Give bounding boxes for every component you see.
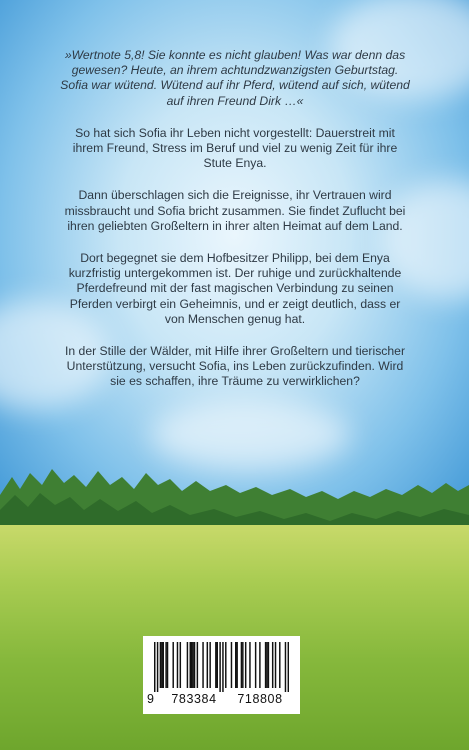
barcode-bar: [219, 642, 220, 692]
barcode-bars: [154, 642, 289, 692]
blurb-intro-quote: »Wertnote 5,8! Sie konnte es nicht glauben! Was war denn das gewesen? Heute, an ihrem achtundzwanzigsten Geburtstag. Sofia war wütend. Wütend auf ihr Pferd, wütend auf sich, wütend auf ihren Freund Dirk …«: [60, 48, 410, 108]
barcode-bar: [154, 642, 155, 692]
barcode-bar: [172, 642, 173, 688]
barcode-bar: [225, 642, 226, 688]
barcode-bar: [275, 642, 276, 688]
barcode-bar: [266, 642, 267, 688]
barcode-bar: [236, 642, 237, 688]
blurb-paragraph-4: In der Stille der Wälder, mit Hilfe ihrer Großeltern und tierischer Unterstützung, versucht Sofia, ins Leben zurückzufinden. Wird sie es schaffen, ihre Träume zu verwirklichen?: [64, 344, 406, 389]
barcode-bar: [207, 642, 208, 688]
barcode-bar: [194, 642, 195, 688]
barcode-bar: [259, 642, 260, 688]
barcode-bar: [209, 642, 210, 688]
barcode-bar: [167, 642, 168, 688]
barcode-bar: [279, 642, 280, 688]
back-cover-blurb: [60, 48, 410, 407]
isbn-barcode: [143, 636, 300, 714]
barcode-first-digit: 9: [147, 692, 154, 706]
barcode-bar: [272, 642, 273, 688]
barcode-bar: [242, 642, 243, 688]
barcode-bar: [285, 642, 286, 692]
blurb-paragraph-2: Dann überschlagen sich die Ereignisse, ihr Vertrauen wird missbraucht und Sofia bricht zusammen. Sie findet Zuflucht bei ihren geliebten Großeltern in ihrer alten Heimat auf dem Land.: [64, 188, 406, 233]
barcode-bar: [163, 642, 164, 688]
barcode-bar: [255, 642, 256, 688]
barcode-bar: [245, 642, 246, 688]
barcode-bar: [215, 642, 216, 688]
barcode-right-group: 718808: [237, 692, 283, 706]
barcode-bar: [160, 642, 161, 688]
blurb-paragraph-1: So hat sich Sofia ihr Leben nicht vorgestellt: Dauerstreit mit ihrem Freund, Stress im Beruf und viel zu wenig Zeit für ihre Stute Enya.: [72, 125, 398, 171]
barcode-bar: [241, 642, 242, 688]
barcode-bar: [249, 642, 250, 688]
barcode-bar: [192, 642, 193, 688]
barcode-bar: [190, 642, 191, 688]
barcode-bar: [157, 642, 158, 692]
barcode-bar: [165, 642, 166, 688]
barcode-digits: [147, 692, 297, 706]
blurb-paragraph-3: Dort begegnet sie dem Hofbesitzer Philipp, bei dem Enya kurzfristig untergekommen ist. Der ruhige und zurückhaltende Pferdefreund mit der fast magischen Verbindung zu seinen Pferden verbirgt ein Geheimnis, und er zeigt deutlich, dass er von Menschen genug hat.: [68, 251, 402, 326]
barcode-bar: [177, 642, 178, 688]
barcode-bar: [235, 642, 236, 688]
barcode-bar: [231, 642, 232, 688]
barcode-bar: [217, 642, 218, 688]
barcode-bar: [202, 642, 203, 688]
barcode-left-group: 783384: [171, 692, 217, 706]
barcode-bar: [180, 642, 181, 688]
barcode-bar: [265, 642, 266, 688]
barcode-bar: [268, 642, 269, 688]
barcode-bar: [222, 642, 223, 692]
barcode-bar: [197, 642, 198, 688]
barcode-bar: [288, 642, 289, 692]
barcode-bar: [191, 642, 192, 688]
barcode-bar: [187, 642, 188, 688]
barcode-bar: [161, 642, 162, 688]
